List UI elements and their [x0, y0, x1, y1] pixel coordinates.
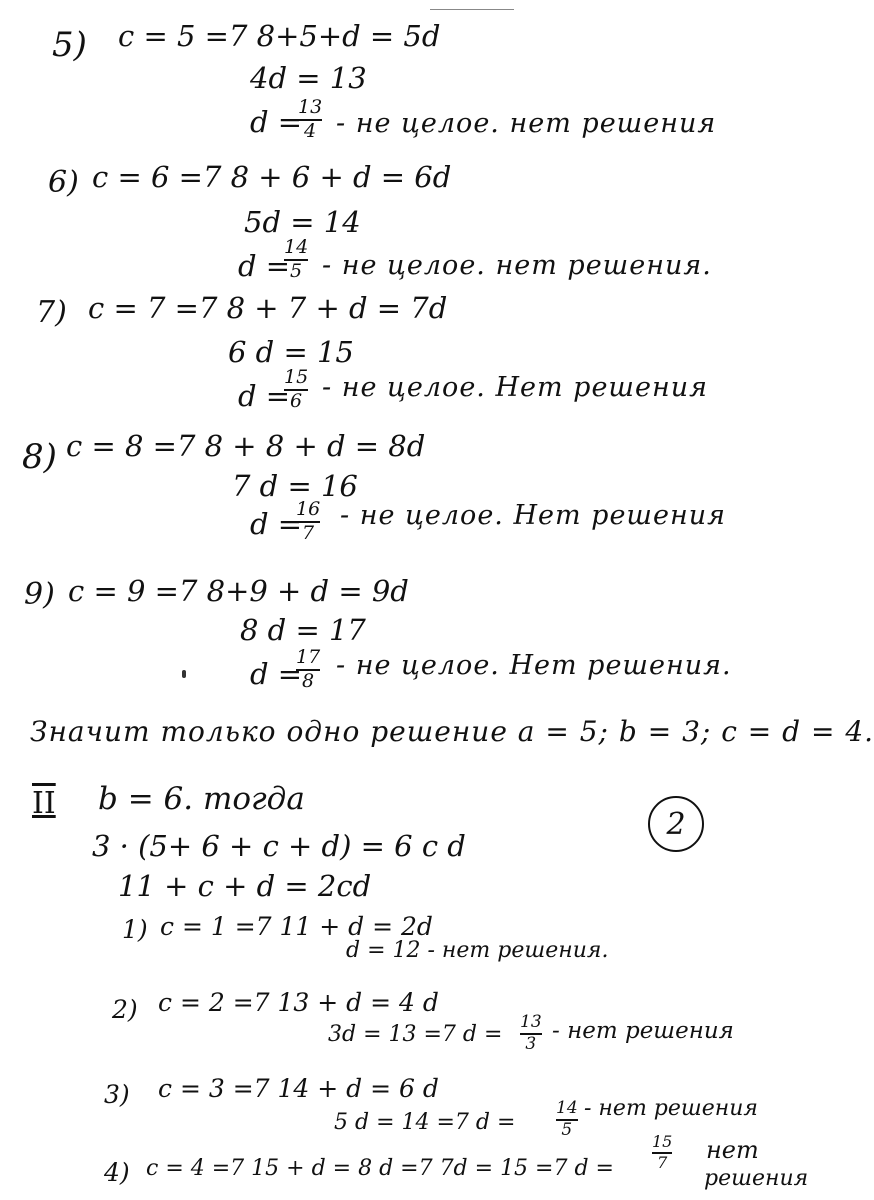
numerator: 15	[284, 366, 309, 388]
case-equation: c = 2 =7 13 + d = 4 d	[158, 988, 439, 1017]
fraction-prefix: d =	[250, 657, 303, 691]
case-label: 1)	[122, 915, 148, 944]
ink-mark	[182, 670, 186, 678]
numerator: 13	[520, 1012, 542, 1032]
item-number: 9)	[24, 577, 55, 612]
numerator: 16	[296, 498, 321, 520]
case-equation: c = 4 =7 15 + d = 8 d =7 7d = 15 =7 d =	[146, 1156, 614, 1181]
case-result-text: решения	[704, 1166, 809, 1191]
item-number: 8)	[22, 437, 57, 477]
numerator: 14	[556, 1098, 578, 1118]
numerator: 17	[296, 646, 321, 668]
fraction	[652, 1134, 672, 1172]
denominator: 4	[304, 119, 317, 142]
denominator: 6	[290, 389, 303, 412]
numerator: 13	[298, 96, 323, 118]
item-number: 5)	[52, 25, 87, 65]
numerator: 15	[652, 1132, 673, 1151]
equation-line: c = 9 =7 8+9 + d = 9d	[68, 574, 409, 608]
fraction	[520, 1014, 542, 1054]
item-number: 7)	[36, 295, 67, 330]
equation-line: c = 6 =7 8 + 6 + d = 6d	[92, 160, 452, 194]
result-text: - не целое. нет решения	[336, 108, 717, 139]
case-result-text: - нет решения	[552, 1018, 734, 1044]
fraction-prefix: d =	[250, 507, 303, 541]
fraction	[296, 648, 320, 692]
fraction-prefix: d =	[238, 379, 291, 413]
fraction-prefix: d =	[250, 105, 303, 139]
equation-line: 4d = 13	[250, 61, 367, 95]
fraction	[284, 238, 308, 282]
equation-line: 7 d = 16	[232, 469, 358, 503]
case-label: 4)	[104, 1158, 130, 1187]
denominator: 7	[302, 521, 315, 544]
equation-line: c = 5 =7 8+5+d = 5d	[118, 19, 441, 53]
section-heading: b = 6. тогда	[98, 781, 305, 817]
result-text: - не целое. Нет решения.	[336, 650, 732, 681]
denominator: 7	[657, 1152, 668, 1172]
denominator: 5	[290, 259, 303, 282]
top-divider	[430, 9, 514, 10]
fraction-prefix: d =	[238, 249, 291, 283]
case-equation: c = 3 =7 14 + d = 6 d	[158, 1074, 439, 1103]
item-number: 6)	[48, 165, 79, 200]
circled-number: 2	[666, 806, 686, 842]
numerator: 14	[284, 236, 309, 258]
case-result-text: нет	[706, 1136, 759, 1164]
result-text: - не целое. Нет решения	[322, 372, 709, 403]
fraction	[556, 1100, 578, 1140]
equation-line: c = 8 =7 8 + 8 + d = 8d	[66, 429, 426, 463]
case-result-text: - нет решения	[584, 1096, 758, 1121]
case-result-prefix: 3d = 13 =7 d =	[328, 1022, 503, 1047]
equation-line: 3 · (5+ 6 + c + d) = 6 c d	[92, 829, 466, 863]
result-text: - не целое. нет решения.	[322, 250, 712, 281]
denominator: 5	[561, 1119, 573, 1140]
conclusion: Значит только одно решение a = 5; b = 3; c = d = 4.	[30, 715, 874, 748]
denominator: 8	[302, 669, 315, 692]
equation-line: c = 7 =7 8 + 7 + d = 7d	[88, 291, 448, 325]
case-label: 2)	[112, 995, 138, 1024]
section-number: II	[32, 786, 56, 821]
denominator: 3	[525, 1033, 537, 1054]
fraction	[296, 500, 320, 544]
equation-line: 8 d = 17	[240, 613, 366, 647]
case-result: d = 12 - нет решения.	[346, 938, 609, 963]
fraction	[298, 98, 322, 142]
case-label: 3)	[104, 1080, 130, 1109]
case-equation: c = 1 =7 11 + d = 2d	[160, 912, 433, 941]
equation-line: 11 + c + d = 2cd	[118, 869, 372, 903]
equation-line: 6 d = 15	[228, 335, 354, 369]
fraction	[284, 368, 308, 412]
equation-line: 5d = 14	[244, 205, 361, 239]
result-text: - не целое. Нет решения	[340, 500, 727, 531]
circled-page-number	[648, 796, 704, 852]
case-result-prefix: 5 d = 14 =7 d =	[334, 1110, 516, 1135]
